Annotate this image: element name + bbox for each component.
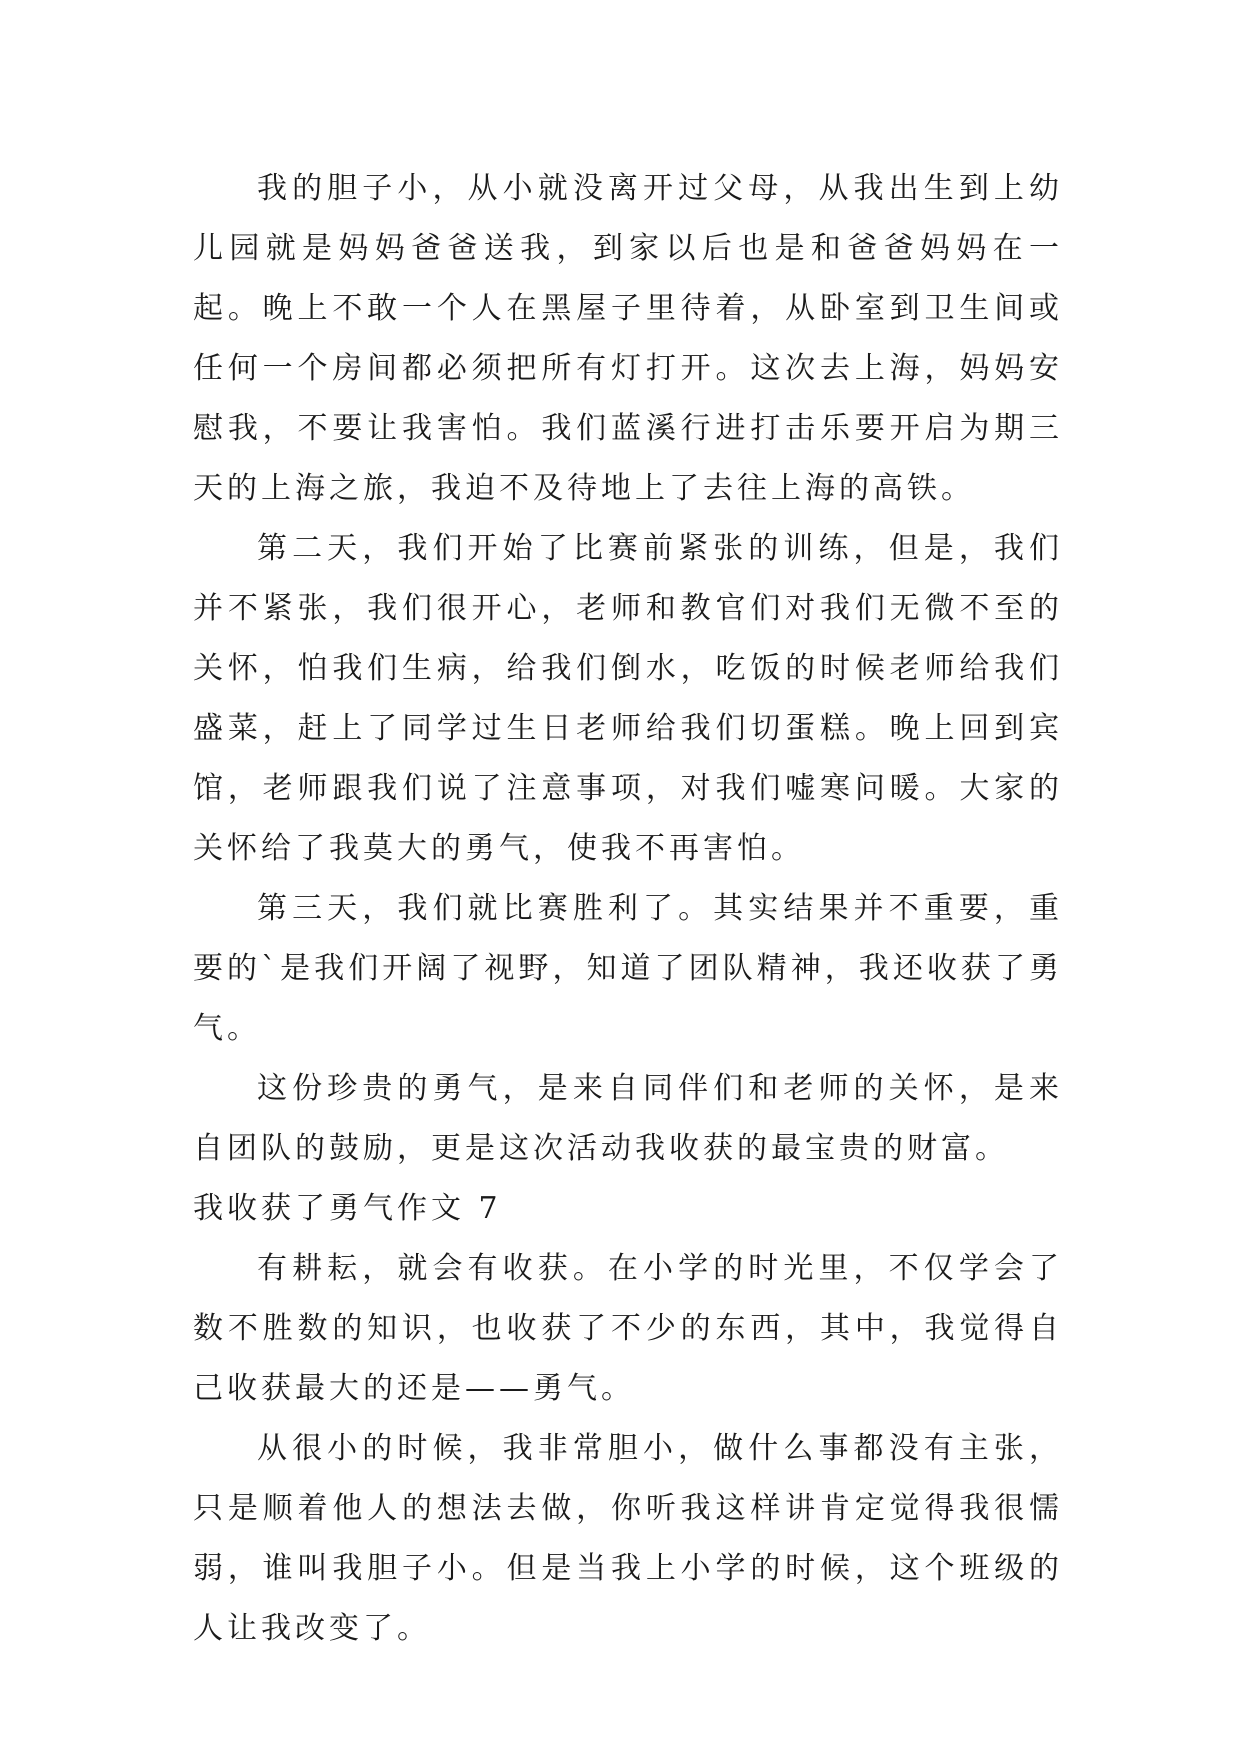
paragraph: 这份珍贵的勇气，是来自同伴们和老师的关怀，是来自团队的鼓励，更是这次活动我收获的最宝贵的财富。: [193, 1071, 1063, 1166]
paragraph: 从很小的时候，我非常胆小，做什么事都没有主张，只是顺着他人的想法去做，你听我这样讲肯定觉得我很懦弱，谁叫我胆子小。但是当我上小学的时候，这个班级的人让我改变了。: [193, 1431, 1063, 1646]
paragraph: 第二天，我们开始了比赛前紧张的训练，但是，我们并不紧张，我们很开心，老师和教官们对我们无微不至的关怀，怕我们生病，给我们倒水，吃饭的时候老师给我们盛菜，赶上了同学过生日老师给我们切蛋糕。晚上回到宾馆，老师跟我们说了注意事项，对我们嘘寒问暖。大家的关怀给了我莫大的勇气，使我不再害怕。: [193, 531, 1063, 866]
paragraph: 我的胆子小，从小就没离开过父母，从我出生到上幼儿园就是妈妈爸爸送我，到家以后也是和爸爸妈妈在一起。晚上不敢一个人在黑屋子里待着，从卧室到卫生间或任何一个房间都必须把所有灯打开。这次去上海，妈妈安慰我，不要让我害怕。我们蓝溪行进打击乐要开启为期三天的上海之旅，我迫不及待地上了去往上海的高铁。: [193, 171, 1063, 506]
section-heading: 我收获了勇气作文 7: [193, 1191, 502, 1226]
document-body: [193, 159, 1063, 1659]
paragraph: 有耕耘，就会有收获。在小学的时光里，不仅学会了数不胜数的知识，也收获了不少的东西，其中，我觉得自己收获最大的还是——勇气。: [193, 1251, 1063, 1406]
paragraph: 第三天，我们就比赛胜利了。其实结果并不重要，重要的`是我们开阔了视野，知道了团队精神，我还收获了勇气。: [193, 891, 1063, 1046]
